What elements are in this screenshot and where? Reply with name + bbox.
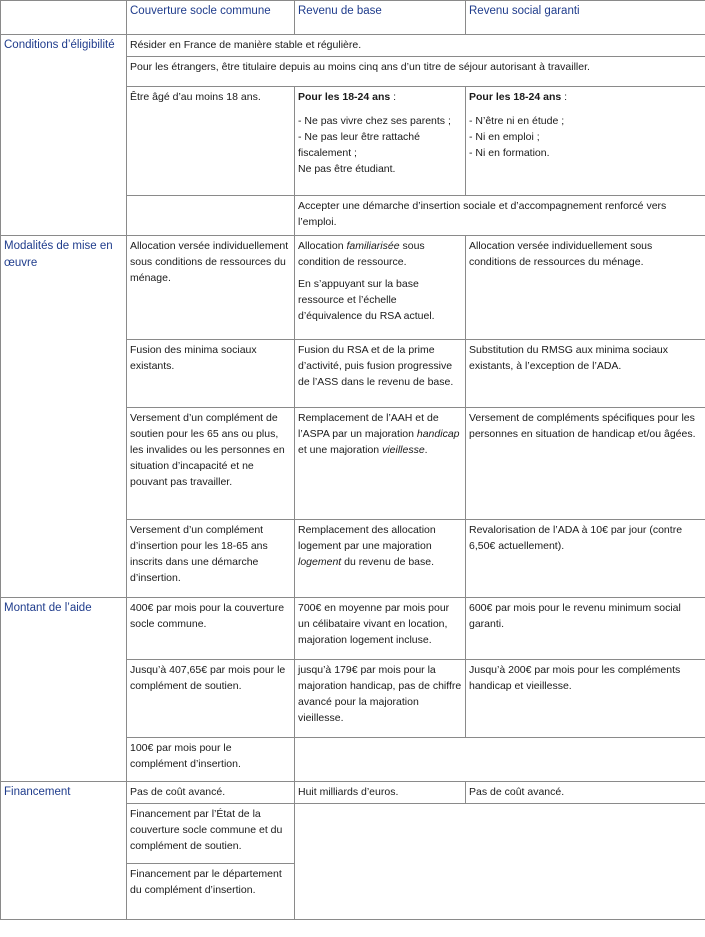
age-col3-line: - N’être ni en étude ; xyxy=(469,115,565,127)
section-amount: Montant de l’aide xyxy=(1,598,127,782)
age-col3-line: - Ni en emploi ; xyxy=(469,131,540,143)
amount-r1-col2: 700€ en moyenne par mois pour un célibataire vivant en location, majoration logement incluse. xyxy=(295,598,466,660)
text-fragment: . xyxy=(424,444,428,456)
eligibility-foreigners: Pour les étrangers, être titulaire depuis au moins cinq ans d’un titre de séjour autorisant à travailler. xyxy=(127,57,705,87)
text-fragment-italic: familiarisée xyxy=(346,240,400,252)
modalities-r1-col1: Allocation versée individuellement sous conditions de ressources du ménage. xyxy=(127,236,295,340)
financing-r1-col2: Huit milliards d’euros. xyxy=(295,782,466,804)
financing-r1-col3: Pas de coût avancé. xyxy=(466,782,705,804)
eligibility-age-col1: Être âgé d’au moins 18 ans. xyxy=(127,87,295,196)
financing-r2-col1: Financement par l’État de la couverture socle commune et du complément de soutien. xyxy=(127,804,295,864)
modalities-r2-col2: Fusion du RSA et de la prime d’activité, puis fusion progressive de l’ASS dans le revenu de base. xyxy=(295,340,466,408)
modalities-r4-col1: Versement d’un complément d’insertion pour les 18-65 ans inscrits dans une démarche d’insertion. xyxy=(127,520,295,598)
text-fragment: du revenu de base. xyxy=(341,556,435,568)
text-fragment: et une majoration xyxy=(298,444,383,456)
amount-r3-col1: 100€ par mois pour le complément d’insertion. xyxy=(127,738,295,782)
section-modalities: Modalités de mise en œuvre xyxy=(1,236,127,598)
text-fragment: Allocation xyxy=(298,240,347,252)
age-col2-line: Ne pas être étudiant. xyxy=(298,163,396,175)
text-fragment-italic: handicap xyxy=(416,428,460,440)
amount-r3-empty xyxy=(295,738,705,782)
modalities-r2-col1: Fusion des minima sociaux existants. xyxy=(127,340,295,408)
text-fragment: sous condition de ressource. xyxy=(298,240,425,268)
header-couverture-socle: Couverture socle commune xyxy=(127,1,295,35)
modalities-r1-col2 xyxy=(295,236,466,340)
header-revenu-de-base: Revenu de base xyxy=(295,1,466,35)
modalities-r4-col2 xyxy=(295,520,466,598)
eligibility-empty xyxy=(127,196,295,236)
age-col2-line: - Ne pas vivre chez ses parents ; xyxy=(298,115,451,127)
eligibility-age-col2 xyxy=(295,87,466,196)
financing-r1-col1: Pas de coût avancé. xyxy=(127,782,295,804)
text-fragment: Remplacement des allocation logement par une majoration xyxy=(298,524,436,552)
text-fragment-italic: vieillesse xyxy=(382,444,425,456)
header-blank xyxy=(1,1,127,35)
age-col3-line: - Ni en formation. xyxy=(469,147,550,159)
table-row xyxy=(1,236,705,340)
text-fragment-italic: logement xyxy=(298,556,342,568)
amount-r2-col1: Jusqu’à 407,65€ par mois pour le complément de soutien. xyxy=(127,660,295,738)
modalities-r1-col3: Allocation versée individuellement sous conditions de ressources du ménage. xyxy=(466,236,705,340)
text-fragment: En s’appuyant sur la base ressource et l’échelle d’équivalence du RSA actuel. xyxy=(298,278,435,322)
age-col2-heading: Pour les 18-24 ans xyxy=(298,91,391,103)
age-col2-suffix: : xyxy=(390,91,397,103)
eligibility-residence: Résider en France de manière stable et régulière. xyxy=(127,35,705,57)
amount-r2-col3: Jusqu’à 200€ par mois pour les compléments handicap et vieillesse. xyxy=(466,660,705,738)
financing-empty xyxy=(295,804,705,920)
modalities-r3-col1: Versement d’un complément de soutien pour les 65 ans ou plus, les invalides ou les personnes en situation d’incapacité et ne pouvant pas travailler. xyxy=(127,408,295,520)
section-eligibility: Conditions d’éligibilité xyxy=(1,35,127,236)
eligibility-insertion: Accepter une démarche d’insertion sociale et d’accompagnement renforcé vers l’emploi. xyxy=(295,196,705,236)
header-revenu-social-garanti: Revenu social garanti xyxy=(466,1,705,35)
amount-r1-col1: 400€ par mois pour la couverture socle commune. xyxy=(127,598,295,660)
age-col3-suffix: : xyxy=(561,91,568,103)
text-fragment: Remplacement de l’AAH et de l’ASPA par un majoration xyxy=(298,412,439,440)
age-col3-heading: Pour les 18-24 ans xyxy=(469,91,562,103)
eligibility-age-col3 xyxy=(466,87,705,196)
header-row xyxy=(1,1,705,35)
age-col2-line: - Ne pas leur être rattaché fiscalement ; xyxy=(298,131,420,159)
modalities-r2-col3: Substitution du RMSG aux minima sociaux existants, à l’exception de l’ADA. xyxy=(466,340,705,408)
amount-r1-col3: 600€ par mois pour le revenu minimum social garanti. xyxy=(466,598,705,660)
table-row xyxy=(1,598,705,660)
amount-r2-col2: jusqu’à 179€ par mois pour la majoration handicap, pas de chiffre avancé pour la majoration vieillesse. xyxy=(295,660,466,738)
section-financing: Financement xyxy=(1,782,127,920)
modalities-r3-col2 xyxy=(295,408,466,520)
modalities-r4-col3: Revalorisation de l’ADA à 10€ par jour (contre 6,50€ actuellement). xyxy=(466,520,705,598)
table-row xyxy=(1,782,705,804)
table-row xyxy=(1,35,705,57)
modalities-r3-col3: Versement de compléments spécifiques pour les personnes en situation de handicap et/ou âgées. xyxy=(466,408,705,520)
financing-r3-col1: Financement par le département du complément d’insertion. xyxy=(127,864,295,920)
